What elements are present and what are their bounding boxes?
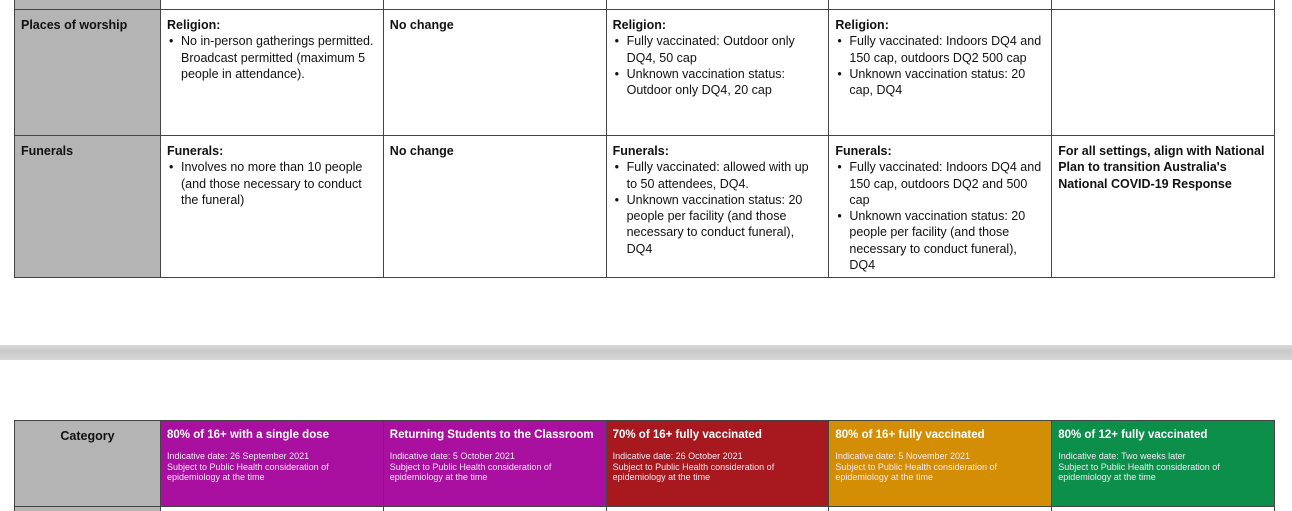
milestone-header-2: Returning Students to the Classroom Indicative date: 5 October 2021 Subject to Public Health consideration of epidemiology at the time [383,421,606,507]
page-separator [0,345,1292,360]
header-row [15,421,1275,507]
category-cell: Funerals [15,136,161,278]
cell-stage-3: Funerals: • Fully vaccinated: allowed with up to 50 attendees, DQ4. • Unknown vaccination status: 20 people per facility (and those necessary to conduct funeral), DQ4 [606,136,829,278]
cell-stage-2: No change [383,10,606,136]
restrictions-table-continued [14,0,1275,278]
category-header: Category [15,421,161,507]
cell-stage-2: No change [383,136,606,278]
table-row-places-of-worship [15,10,1275,136]
category-cell: Places of worship [15,10,161,136]
cell-stage-1: Funerals: • Involves no more than 10 people (and those necessary to conduct the funeral) [161,136,384,278]
milestone-header-3: 70% of 16+ fully vaccinated Indicative date: 26 October 2021 Subject to Public Health consideration of epidemiology at the time [606,421,829,507]
milestone-header-4: 80% of 16+ fully vaccinated Indicative date: 5 November 2021 Subject to Public Health consideration of epidemiology at the time [829,421,1052,507]
cell-stage-4: Funerals: • Fully vaccinated: Indoors DQ4 and 150 cap, outdoors DQ2 and 500 cap • Unknown vaccination status: 20 people per facility (and those necessary to conduct funeral), DQ4 [829,136,1052,278]
table-row [15,0,1275,10]
table-row-funerals [15,136,1275,278]
cell-stage-5: For all settings, align with National Plan to transition Australia's National COVID-19 Response [1052,136,1275,278]
table-row [15,507,1275,511]
cell-stage-3: Religion: • Fully vaccinated: Outdoor only DQ4, 50 cap • Unknown vaccination status: Outdoor only DQ4, 20 cap [606,10,829,136]
cell-stage-4: Religion: • Fully vaccinated: Indoors DQ4 and 150 cap, outdoors DQ2 500 cap • Unknown vaccination status: 20 cap, DQ4 [829,10,1052,136]
roadmap-header-table [14,420,1275,511]
cell-stage-5 [1052,10,1275,136]
milestone-header-5: 80% of 12+ fully vaccinated Indicative date: Two weeks later Subject to Public Health consideration of epidemiology at the time [1052,421,1275,507]
cell-stage-1: Religion: • No in-person gatherings permitted. Broadcast permitted (maximum 5 people in attendance). [161,10,384,136]
milestone-header-1: 80% of 16+ with a single dose Indicative date: 26 September 2021 Subject to Public Health consideration of epidemiology at the time [161,421,384,507]
